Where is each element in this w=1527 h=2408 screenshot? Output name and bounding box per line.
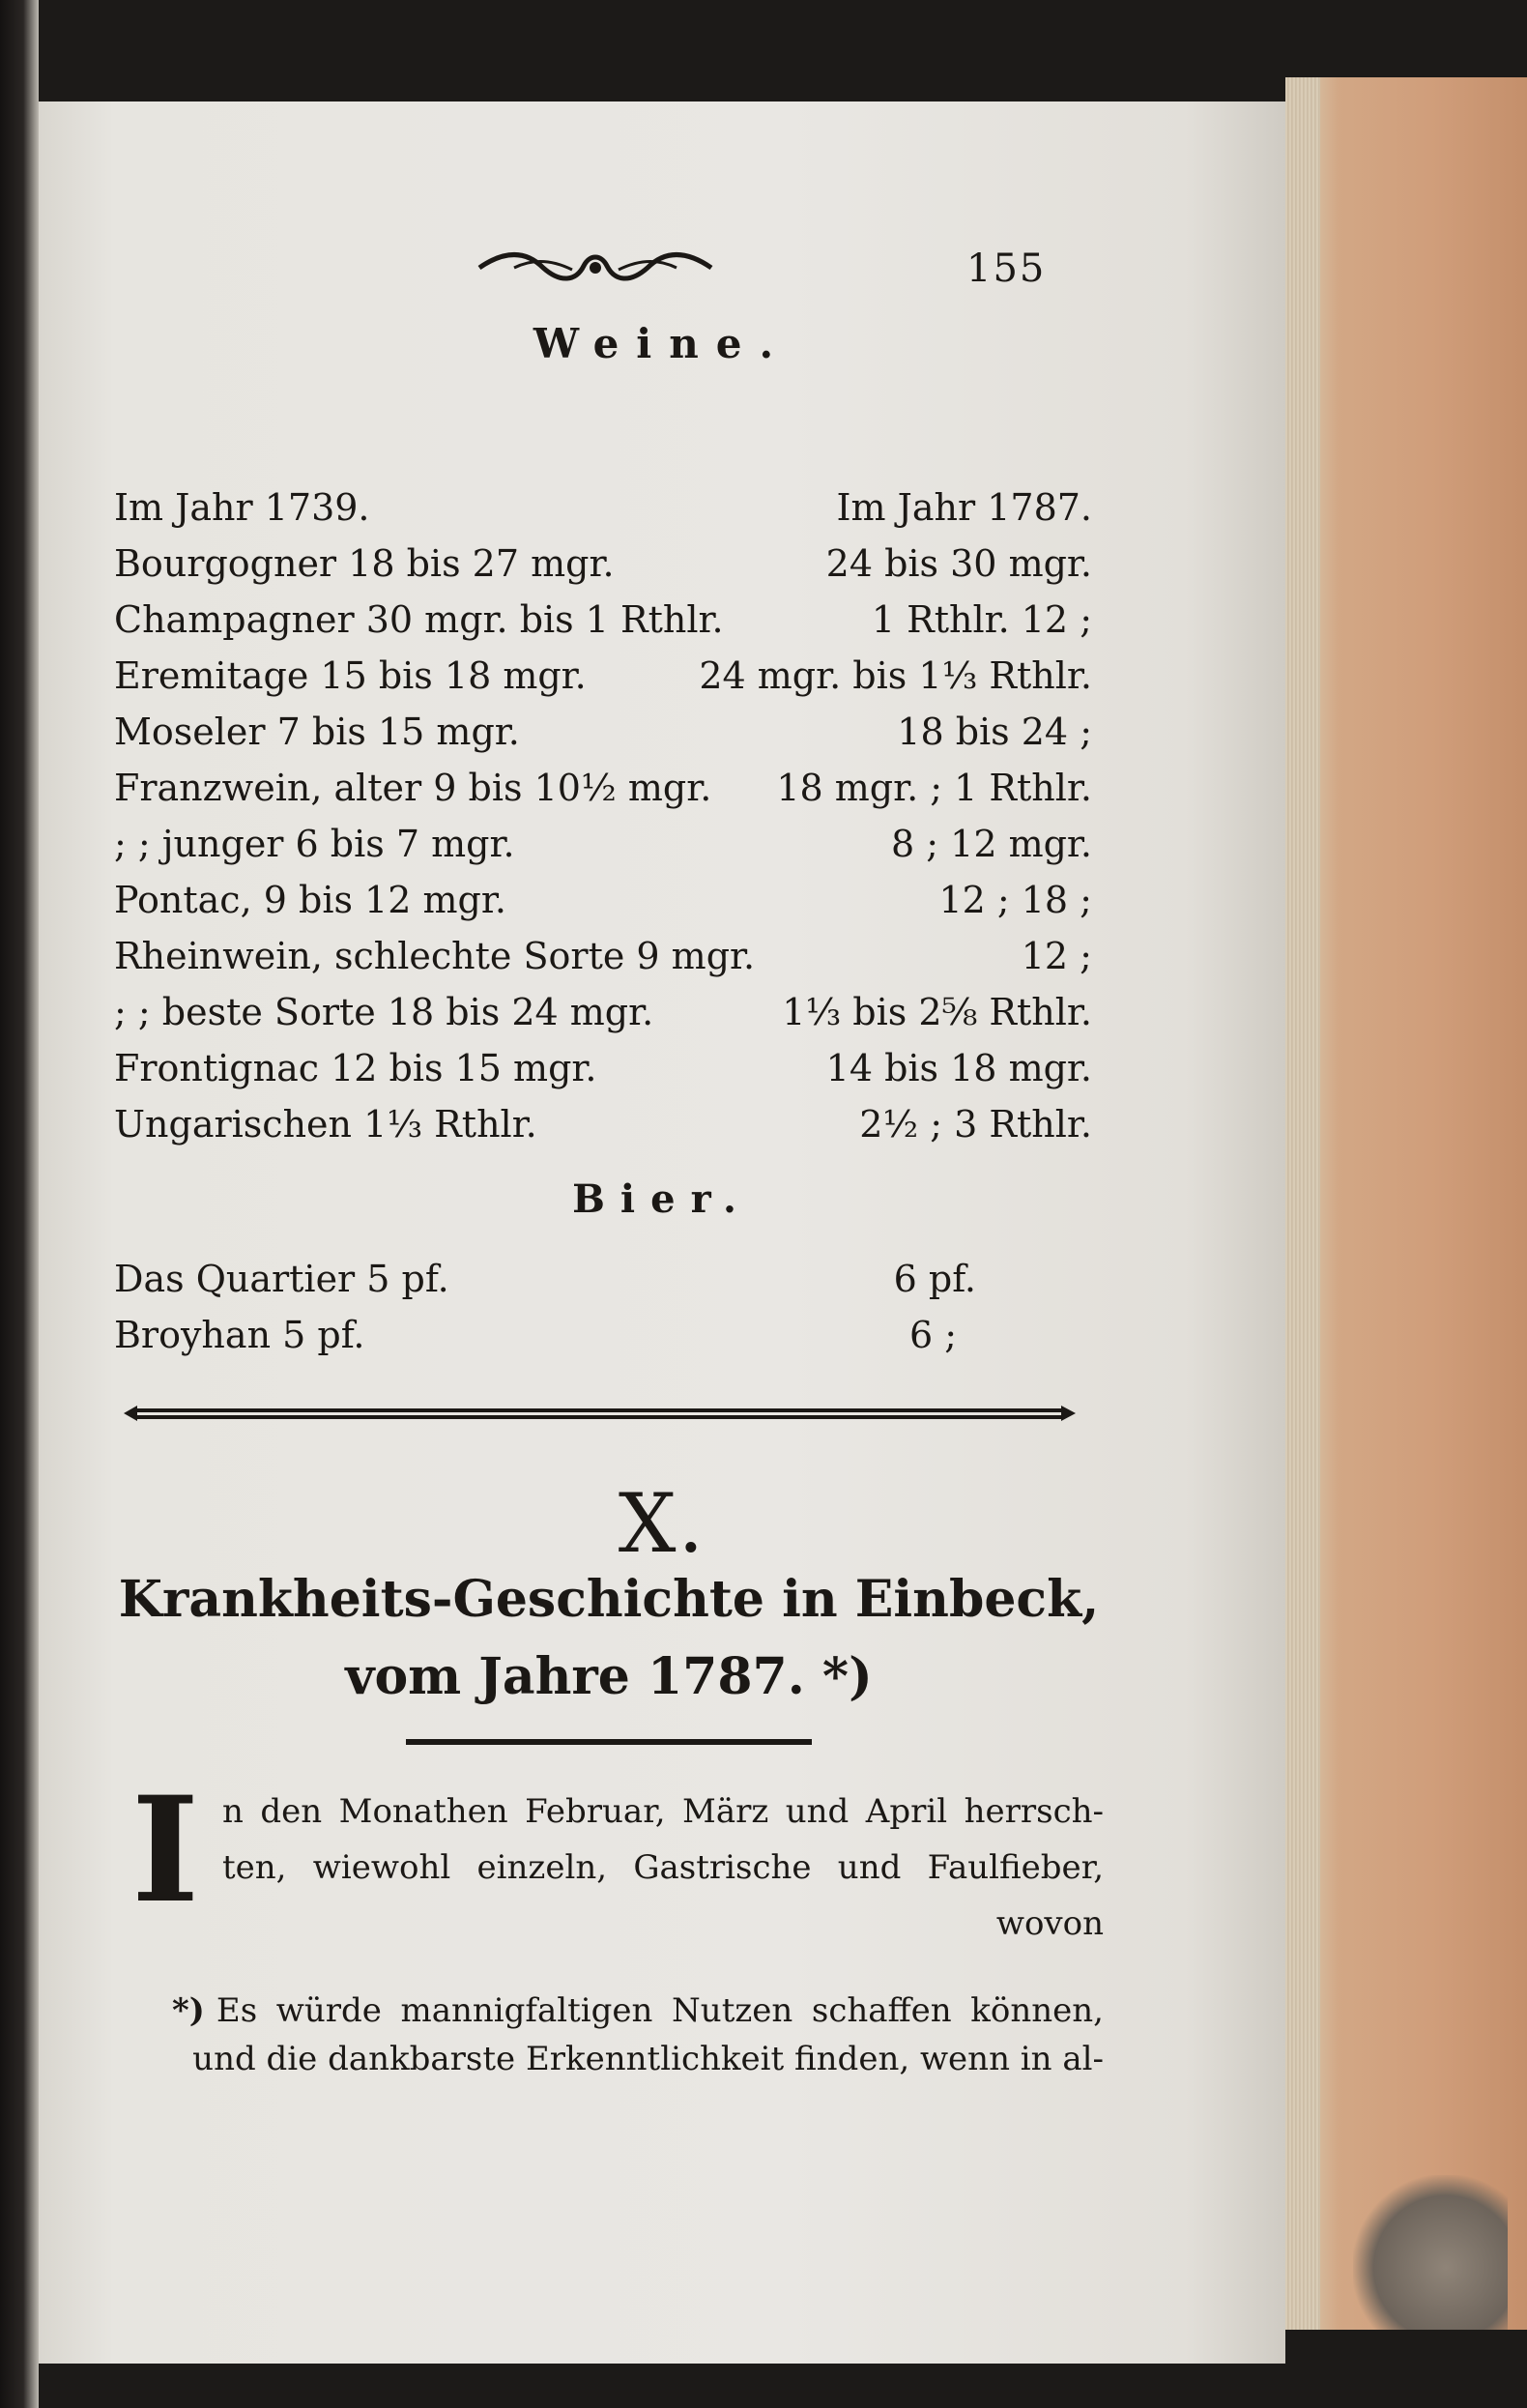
wine-price-1787: 1 Rthlr. 12 ; — [871, 598, 1092, 641]
wine-row — [114, 879, 1092, 933]
footnote-marker: *) — [172, 1991, 205, 2030]
wine-price-1739: Moseler 7 bis 15 mgr. — [114, 711, 520, 753]
wine-price-1787: 18 bis 24 ; — [897, 711, 1092, 753]
wine-price-1787: 2½ ; 3 Rthlr. — [859, 1103, 1092, 1146]
wine-price-1739: Eremitage 15 bis 18 mgr. — [114, 654, 587, 697]
wine-price-1787: 1⅓ bis 2⅝ Rthlr. — [782, 991, 1092, 1033]
wine-price-1787: 12 ; — [1021, 935, 1092, 977]
wine-price-1739: Champagner 30 mgr. bis 1 Rthlr. — [114, 598, 724, 641]
wine-price-1787: 18 mgr. ; 1 Rthlr. — [776, 767, 1092, 809]
wine-row — [114, 711, 1092, 765]
body-paragraph: n den Monathen Februar, März und April herrsch- ten, wiewohl einzeln, Gastrische und Faulfieber, wovon — [222, 1792, 1104, 1943]
wine-price-1739: ; ; beste Sorte 18 bis 24 mgr. — [114, 991, 654, 1033]
footnote — [172, 1987, 1104, 2083]
book-page — [39, 102, 1285, 2364]
wine-row — [114, 486, 1092, 540]
wine-row — [114, 598, 1092, 653]
section-title-beer: Bier. — [572, 1176, 752, 1222]
chapter-title: Krankheits-Geschichte in Einbeck, vom Jahre 1787. *) — [118, 1570, 1100, 1706]
page-edges — [1285, 77, 1527, 2330]
beer-row — [114, 1258, 1092, 1312]
section-title-wine: Weine. — [533, 320, 792, 367]
wine-row — [114, 767, 1092, 821]
wine-price-1787: Im Jahr 1787. — [836, 486, 1092, 529]
wine-price-1739: Pontac, 9 bis 12 mgr. — [114, 879, 506, 921]
beer-price-1739: Broyhan 5 pf. — [114, 1314, 365, 1356]
beer-row — [114, 1314, 1092, 1368]
wine-price-1787: 8 ; 12 mgr. — [891, 823, 1092, 865]
header-ornament — [475, 237, 715, 299]
wine-price-1739: Bourgogner 18 bis 27 mgr. — [114, 542, 615, 585]
wine-price-1739: Rheinwein, schlechte Sorte 9 mgr. — [114, 935, 756, 977]
wine-price-1787: 14 bis 18 mgr. — [825, 1047, 1092, 1089]
book-spine-shadow — [0, 0, 39, 2408]
wine-row — [114, 654, 1092, 709]
wine-row — [114, 1103, 1092, 1157]
drop-cap: I — [131, 1765, 200, 1935]
beer-price-1787: 6 pf. — [893, 1258, 976, 1300]
wine-price-1739: ; ; junger 6 bis 7 mgr. — [114, 823, 515, 865]
beer-price-1787: 6 ; — [908, 1314, 957, 1356]
wine-price-1739: Franzwein, alter 9 bis 10½ mgr. — [114, 767, 712, 809]
wine-price-1787: 12 ; 18 ; — [938, 879, 1092, 921]
ornamental-rule — [124, 1402, 1076, 1425]
wine-row — [114, 935, 1092, 989]
chapter-number: X. — [618, 1476, 706, 1571]
title-underline — [406, 1739, 812, 1745]
wine-row — [114, 823, 1092, 877]
wine-price-1739: Ungarischen 1⅓ Rthlr. — [114, 1103, 537, 1146]
wine-row — [114, 542, 1092, 596]
wine-price-1787: 24 bis 30 mgr. — [825, 542, 1092, 585]
wine-price-1787: 24 mgr. bis 1⅓ Rthlr. — [699, 654, 1092, 697]
page-number: 155 — [966, 247, 1047, 291]
footnote-text: Es würde mannigfaltigen Nutzen schaffen können, und die dankbarste Erkenntlichkeit finden, wenn in al- — [192, 1991, 1104, 2078]
beer-price-1739: Das Quartier 5 pf. — [114, 1258, 449, 1300]
wine-row — [114, 991, 1092, 1045]
wine-row — [114, 1047, 1092, 1101]
wine-price-1739: Im Jahr 1739. — [114, 486, 370, 529]
wine-price-1739: Frontignac 12 bis 15 mgr. — [114, 1047, 597, 1089]
